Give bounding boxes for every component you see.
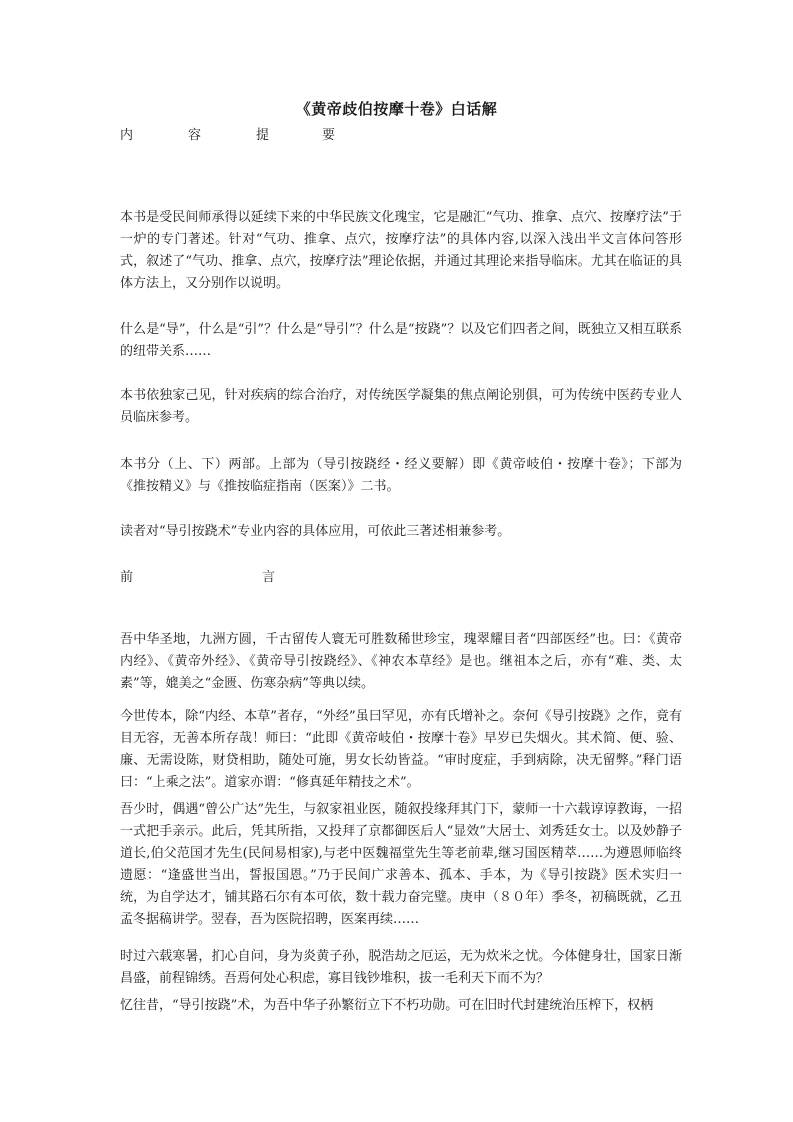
summary-heading-char: 要: [322, 128, 336, 143]
preface-heading-char: 前: [120, 570, 134, 585]
summary-paragraph-3: 本书依独家己见，针对疾病的综合治疗，对传统医学凝集的焦点阐论别俱，可为传统中医药专业人员临床参考。: [120, 388, 682, 425]
preface-paragraph-2: 今世传本，除“内经、本草”者存，“外经”虽曰罕见，亦有氏增补之。奈何《导引按跷》之作，竟有目无容，无善本所存哉！师曰：“此即《黄帝岐伯・按摩十卷》早岁已失烟火。其术简、便、验、廉、无需设陈，财贷相助，随处可施，男女长幼皆益。“审时度症，手到病除，决无留弊。”释门语曰：“上乘之法”。道家亦谓：“修真延年精技之术”。: [120, 709, 682, 790]
summary-paragraph-4: 本书分（上、下）两部。上部为（导引按跷经・经义要解）即《黄帝岐伯・按摩十卷》；下部为《推按精义》与《推按临症指南（医案）》二书。: [120, 457, 682, 494]
preface-paragraph-5: 忆往昔，“导引按跷”术，为吾中华子孙繁衍立下不朽功勋。可在旧时代封建统治压榨下，权柄: [120, 998, 654, 1013]
summary-heading-char: 提: [256, 128, 270, 143]
summary-paragraph-2: 什么是“导”，什么是“引”？什么是“导引”？什么是“按跷”？以及它们四者之间，既独立又相互联系的纽带关系……: [120, 322, 682, 359]
document-title: 《黄帝歧伯按摩十卷》白话解: [295, 100, 498, 118]
summary-heading-char: 内: [120, 128, 134, 143]
preface-paragraph-4: 时过六载寒暑，扪心自问，身为炎黄子孙，脱浩劫之厄运，无为炊米之忧。今体健身壮，国家日渐昌盛，前程锦绣。吾焉何处心积虑，寡目钱钞堆积，拔一毛利天下而不为？: [120, 949, 682, 986]
preface-heading-char: 言: [262, 570, 276, 585]
preface-paragraph-3: 吾少时，偶遇“曾公广达”先生，与叙家祖业医，随叙投缘拜其门下，蒙师一十六载谆谆教诲，一招一式把手亲示。此后，凭其所指，又投拜了京都御医后人“显效”大居士、刘秀廷女士。以及妙静子道长,伯父范国才先生(民间易相家),与老中医魏福堂先生等老前辈,继习国医精萃……为遵恩师临终遗愿：“逢盛世当出，誓报国恩。”乃于民间广求善本、孤本、手本，为《导引按跷》医术实归一统，为自学达才，铺其路石尔有本可依，数十载力奋完璧。庚申（８０年）季冬，初稿既就，乙丑孟冬据稿讲学。翌春，吾为医院招聘，医案再续……: [120, 802, 682, 927]
summary-paragraph-1: 本书是受民间师承得以延续下来的中华民族文化瑰宝，它是融汇“气功、推拿、点穴、按摩疗法”于一炉的专门著述。针对“气功、推拿、点穴，按摩疗法”的具体内容,以深入浅出半文言体问答形式，叙述了“气功、推拿、点穴，按摩疗法”理论依据，并通过其理论来指导临床。尤其在临证的具体方法上，又分别作以说明。: [120, 210, 682, 291]
summary-paragraph-5: 读者对“导引按跷术”专业内容的具体应用，可依此三著述相兼参考。: [120, 524, 511, 539]
summary-heading-char: 容: [188, 128, 202, 143]
preface-paragraph-1: 吾中华圣地，九洲方圆，千古留传人寰无可胜数稀世珍宝，瑰翠耀目者“四部医经”也。曰：《黄帝内经》、《黄帝外经》、《黄帝导引按跷经》、《神农本草经》是也。继祖本之后，亦有“难、类、太素”等，媲美之“金匮、伤寒杂病”等典以续。: [120, 632, 682, 691]
